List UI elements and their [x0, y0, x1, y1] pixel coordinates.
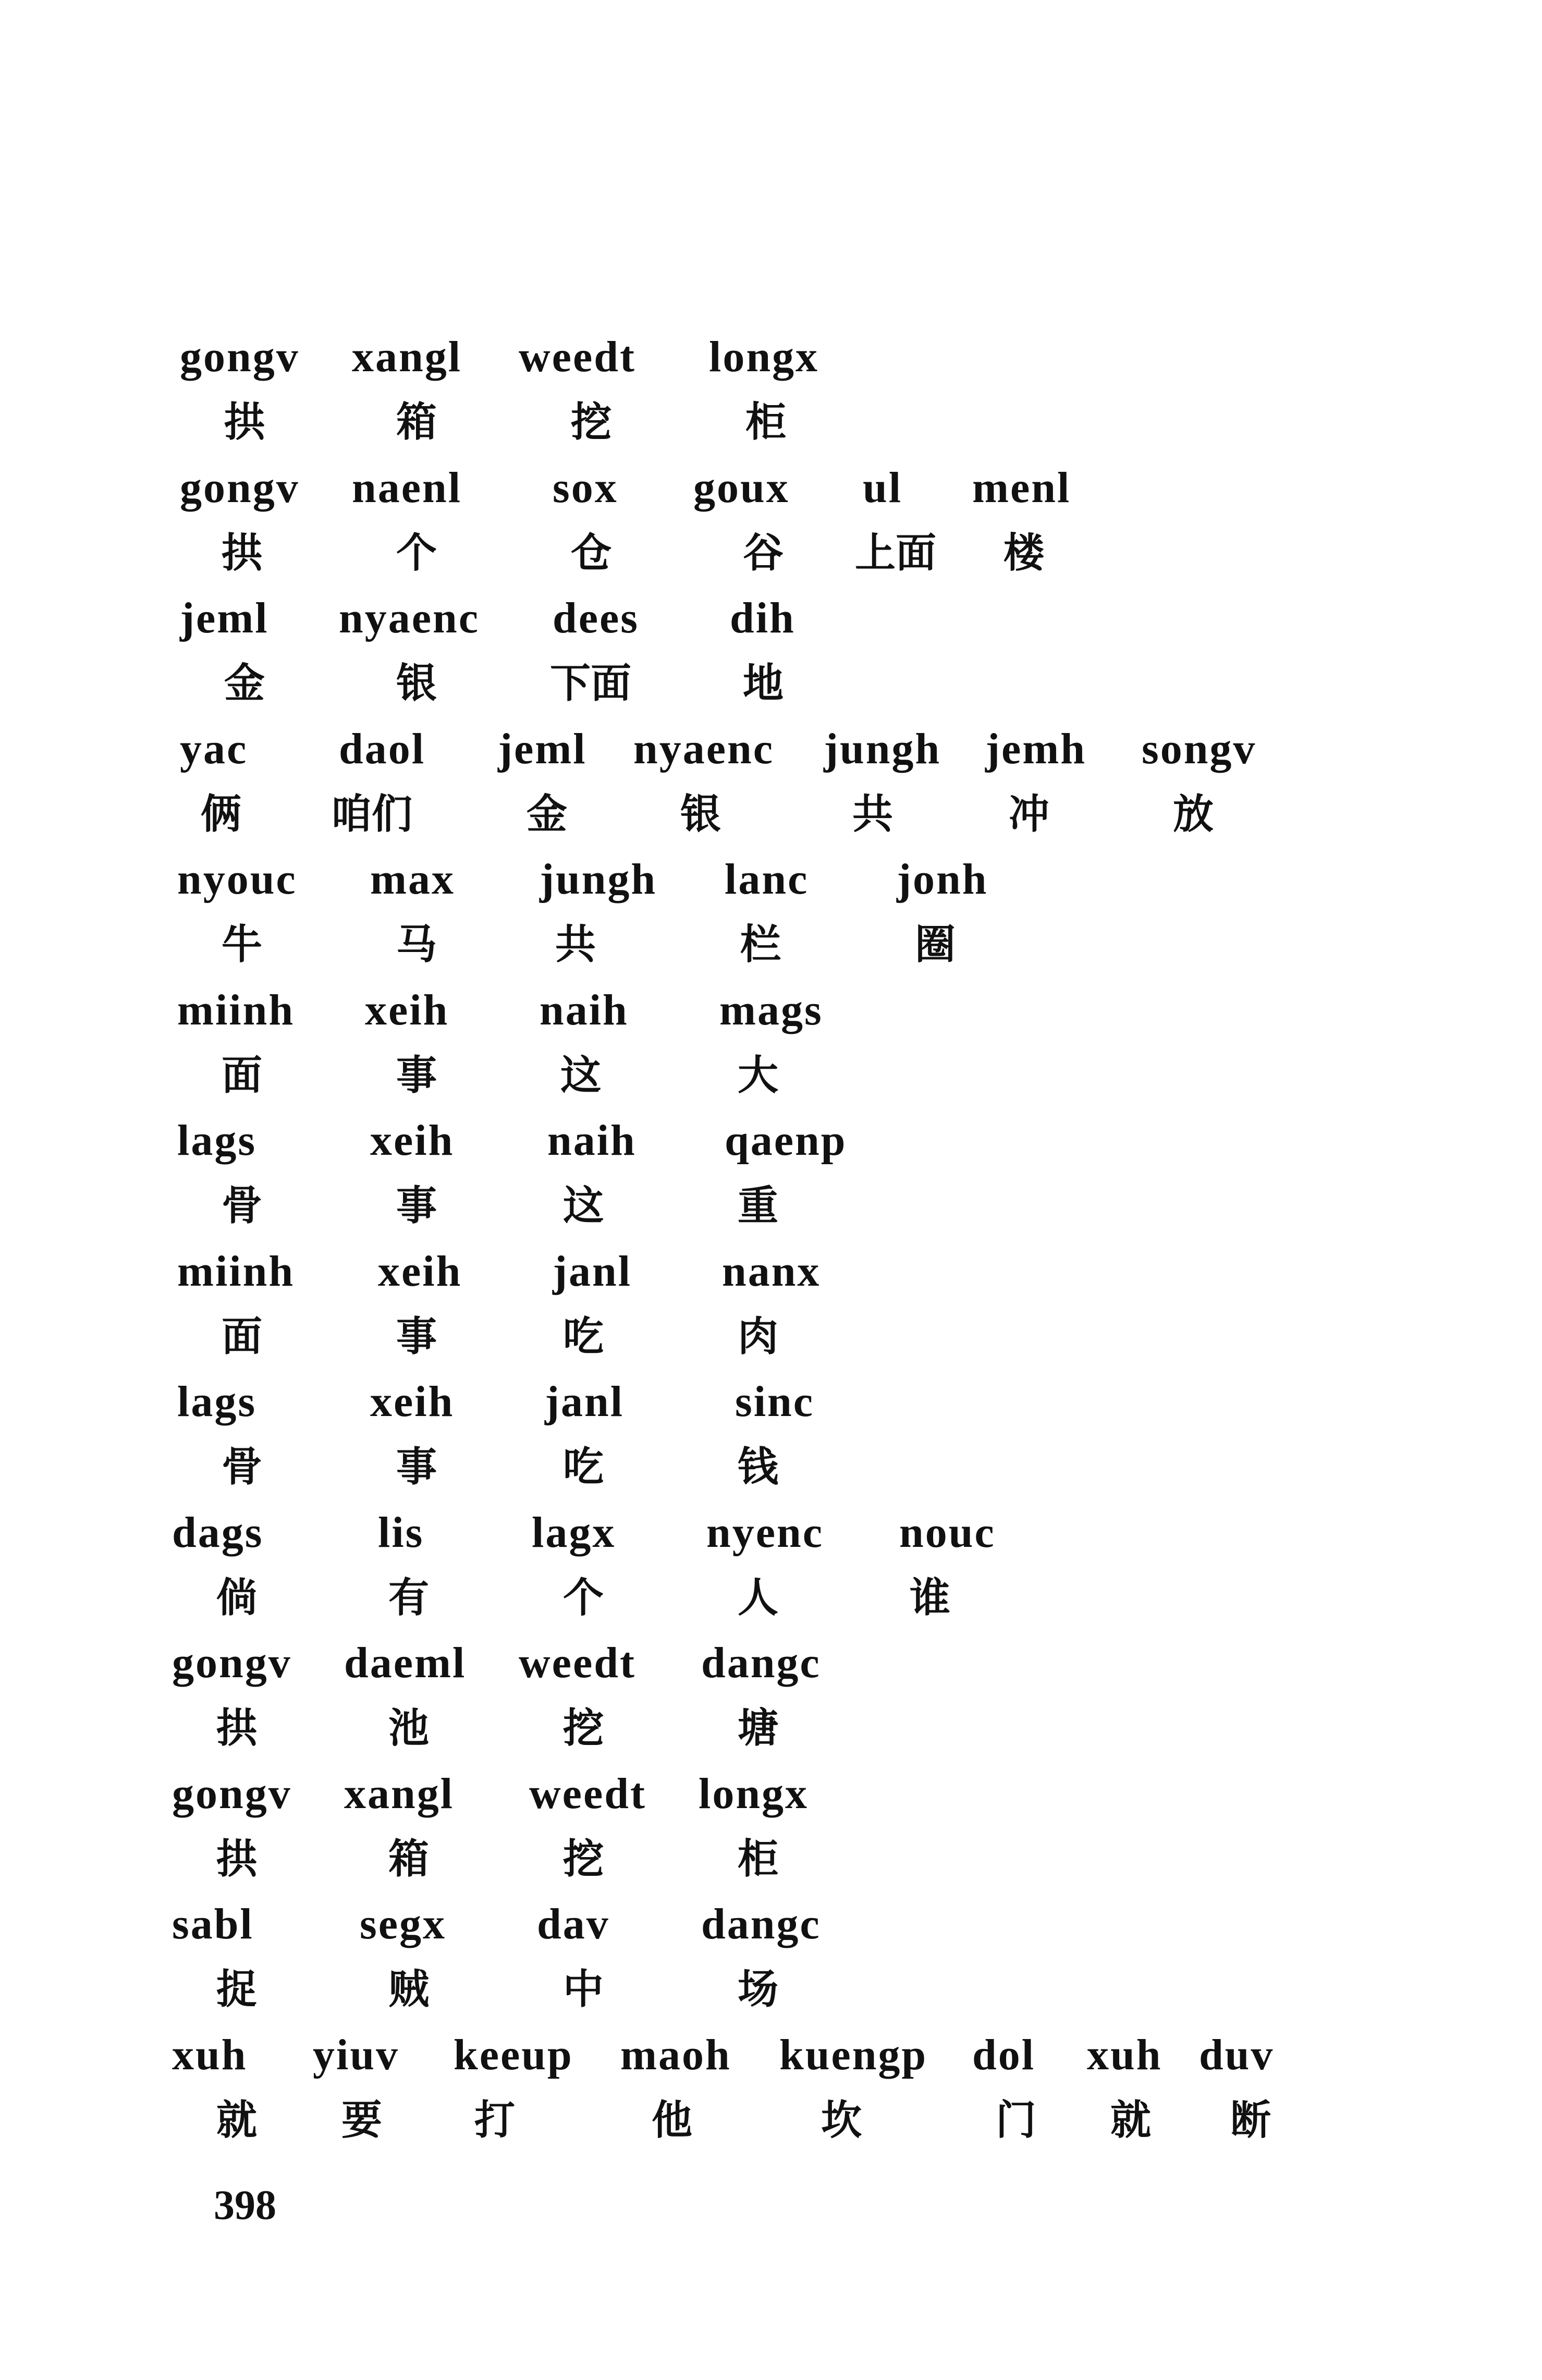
chinese-gloss-word: 拱 [216, 1705, 258, 1752]
chinese-gloss-word: 吃 [563, 1444, 604, 1491]
chinese-gloss-word: 银 [396, 660, 437, 707]
chinese-gloss-word: 这 [560, 1052, 602, 1099]
romanized-word: sabl [172, 1900, 254, 1948]
chinese-gloss-word: 倘 [216, 1575, 258, 1621]
chinese-gloss-word: 拱 [224, 399, 265, 446]
chinese-gloss-word: 他 [652, 2097, 693, 2144]
romanized-word: duv [1199, 2031, 1275, 2079]
romanized-word: nyouc [177, 855, 297, 904]
romanized-line-9 [0, 848, 1542, 911]
chinese-gloss-word: 面 [222, 1052, 263, 1099]
chinese-gloss-word: 挖 [571, 399, 612, 446]
romanized-word: lanc [725, 855, 809, 904]
romanized-word: jungh [540, 855, 657, 904]
romanized-line-27 [0, 2024, 1542, 2086]
chinese-gloss-word: 共 [852, 791, 894, 838]
chinese-gloss-word: 就 [1110, 2097, 1152, 2144]
romanized-word: dav [537, 1900, 610, 1948]
chinese-gloss-word: 事 [396, 1182, 437, 1229]
chinese-gloss-line-18 [0, 1436, 1542, 1498]
chinese-gloss-word: 要 [341, 2097, 383, 2144]
romanized-word: dol [972, 2031, 1036, 2079]
romanized-word: nyaenc [633, 725, 774, 773]
romanized-word: yiuv [313, 2031, 400, 2079]
chinese-gloss-word: 骨 [222, 1182, 263, 1229]
chinese-gloss-word: 打 [474, 2097, 516, 2144]
romanized-word: dees [553, 594, 639, 642]
chinese-gloss-word: 挖 [563, 1705, 604, 1752]
romanized-word: xeih [365, 986, 449, 1034]
chinese-gloss-word: 下面 [550, 660, 632, 707]
romanized-word: dangc [701, 1900, 821, 1948]
romanized-word: xeih [378, 1247, 462, 1296]
romanized-word: segx [360, 1900, 446, 1948]
chinese-gloss-word: 这 [563, 1182, 604, 1229]
romanized-word: xuh [1087, 2031, 1162, 2079]
chinese-gloss-line-6 [0, 652, 1542, 715]
romanized-word: xuh [172, 2031, 248, 2079]
romanized-word: naih [547, 1116, 637, 1165]
romanized-word: gongv [172, 1639, 292, 1687]
romanized-word: mags [719, 986, 823, 1034]
chinese-gloss-word: 楼 [1003, 530, 1045, 577]
romanized-word: lags [177, 1377, 257, 1426]
chinese-gloss-word: 事 [396, 1052, 437, 1099]
romanized-word: jeml [180, 594, 269, 642]
chinese-gloss-line-16 [0, 1305, 1542, 1368]
romanized-word: lis [378, 1508, 424, 1557]
chinese-gloss-word: 挖 [563, 1836, 604, 1883]
chinese-gloss-word: 重 [738, 1182, 779, 1229]
chinese-gloss-word: 钱 [738, 1444, 779, 1491]
romanized-word: daeml [344, 1639, 467, 1687]
romanized-word: miinh [177, 1247, 295, 1296]
romanized-word: janl [545, 1377, 625, 1426]
romanized-word: max [370, 855, 455, 904]
chinese-gloss-word: 拱 [222, 530, 263, 577]
chinese-gloss-word: 牛 [222, 921, 263, 968]
chinese-gloss-line-12 [0, 1044, 1542, 1107]
chinese-gloss-word: 就 [216, 2097, 258, 2144]
chinese-gloss-line-26 [0, 1958, 1542, 2021]
romanized-word: nouc [899, 1508, 996, 1557]
romanized-word: weedt [529, 1769, 646, 1818]
romanized-word: naih [540, 986, 629, 1034]
chinese-gloss-word: 骨 [222, 1444, 263, 1491]
romanized-word: maoh [620, 2031, 731, 2079]
chinese-gloss-word: 马 [396, 921, 437, 968]
romanized-word: dih [730, 594, 796, 642]
romanized-word: sox [553, 463, 618, 512]
chinese-gloss-word: 金 [224, 660, 265, 707]
romanized-word: goux [693, 463, 790, 512]
romanized-line-23 [0, 1763, 1542, 1825]
romanized-word: jeml [498, 725, 587, 773]
romanized-line-3 [0, 457, 1542, 519]
romanized-word: janl [553, 1247, 632, 1296]
romanized-line-21 [0, 1632, 1542, 1694]
romanized-word: gongv [180, 463, 300, 512]
chinese-gloss-word: 吃 [563, 1313, 604, 1360]
chinese-gloss-word: 门 [996, 2097, 1037, 2144]
romanized-word: xangl [344, 1769, 455, 1818]
romanized-line-15 [0, 1240, 1542, 1303]
chinese-gloss-word: 有 [388, 1575, 430, 1621]
romanized-word: dags [172, 1508, 264, 1557]
chinese-gloss-word: 上面 [855, 530, 937, 577]
romanized-line-13 [0, 1109, 1542, 1172]
romanized-word: jungh [824, 725, 941, 773]
romanized-word: ul [863, 463, 903, 512]
romanized-word: xeih [370, 1377, 455, 1426]
chinese-gloss-word: 圈 [915, 921, 956, 968]
romanized-word: miinh [177, 986, 295, 1034]
romanized-word: qaenp [725, 1116, 847, 1165]
romanized-word: lagx [532, 1508, 616, 1557]
chinese-gloss-word: 塘 [738, 1705, 779, 1752]
chinese-gloss-word: 捉 [216, 1966, 258, 2013]
romanized-word: weedt [519, 1639, 636, 1687]
chinese-gloss-word: 谁 [910, 1575, 951, 1621]
romanized-word: keeup [454, 2031, 573, 2079]
romanized-word: gongv [180, 333, 300, 381]
chinese-gloss-word: 坎 [821, 2097, 862, 2144]
romanized-word: daol [339, 725, 426, 773]
romanized-word: jonh [897, 855, 988, 904]
romanized-line-25 [0, 1893, 1542, 1956]
chinese-gloss-word: 断 [1230, 2097, 1271, 2144]
romanized-word: yac [180, 725, 248, 773]
romanized-word: nanx [722, 1247, 821, 1296]
romanized-line-17 [0, 1371, 1542, 1433]
chinese-gloss-word: 箱 [388, 1836, 430, 1883]
romanized-word: weedt [519, 333, 636, 381]
romanized-line-1 [0, 326, 1542, 388]
romanized-word: gongv [172, 1769, 292, 1818]
chinese-gloss-line-2 [0, 391, 1542, 454]
romanized-word: dangc [701, 1639, 821, 1687]
chinese-gloss-word: 放 [1173, 791, 1214, 838]
chinese-gloss-line-28 [0, 2089, 1542, 2152]
chinese-gloss-word: 肉 [738, 1313, 779, 1360]
chinese-gloss-word: 个 [563, 1575, 604, 1621]
chinese-gloss-word: 个 [396, 530, 437, 577]
chinese-gloss-line-20 [0, 1567, 1542, 1629]
chinese-gloss-word: 俩 [201, 791, 242, 838]
romanized-line-19 [0, 1502, 1542, 1564]
chinese-gloss-line-24 [0, 1828, 1542, 1890]
chinese-gloss-word: 柜 [738, 1836, 779, 1883]
chinese-gloss-word: 贼 [388, 1966, 430, 2013]
chinese-gloss-word: 共 [555, 921, 596, 968]
chinese-gloss-word: 箱 [396, 399, 437, 446]
romanized-line-11 [0, 979, 1542, 1042]
romanized-line-5 [0, 587, 1542, 650]
romanized-word: lags [177, 1116, 257, 1165]
chinese-gloss-line-14 [0, 1175, 1542, 1237]
romanized-word: sinc [735, 1377, 815, 1426]
chinese-gloss-word: 拱 [216, 1836, 258, 1883]
chinese-gloss-word: 人 [738, 1575, 779, 1621]
chinese-gloss-word: 咱们 [331, 791, 413, 838]
chinese-gloss-word: 面 [222, 1313, 263, 1360]
chinese-gloss-word: 仓 [571, 530, 612, 577]
romanized-word: jemh [985, 725, 1086, 773]
romanized-word: longx [699, 1769, 809, 1818]
chinese-gloss-word: 事 [396, 1313, 437, 1360]
chinese-gloss-word: 栏 [740, 921, 781, 968]
romanized-word: xangl [352, 333, 462, 381]
romanized-word: kuengp [779, 2031, 928, 2079]
chinese-gloss-word: 场 [738, 1966, 779, 2013]
chinese-gloss-word: 冲 [1009, 791, 1050, 838]
romanized-word: naenl [352, 463, 462, 512]
romanized-line-7 [0, 718, 1542, 780]
chinese-gloss-word: 谷 [743, 530, 784, 577]
chinese-gloss-line-22 [0, 1697, 1542, 1760]
romanized-word: nyenc [706, 1508, 824, 1557]
chinese-gloss-word: 地 [743, 660, 784, 707]
chinese-gloss-word: 池 [388, 1705, 430, 1752]
chinese-gloss-word: 事 [396, 1444, 437, 1491]
romanized-word: nyaenc [339, 594, 480, 642]
romanized-word: menl [972, 463, 1071, 512]
romanized-word: songv [1142, 725, 1257, 773]
page-number: 398 [214, 2182, 276, 2228]
romanized-word: longx [709, 333, 819, 381]
chinese-gloss-word: 银 [680, 791, 721, 838]
chinese-gloss-line-8 [0, 783, 1542, 846]
chinese-gloss-word: 柜 [745, 399, 787, 446]
romanized-word: xeih [370, 1116, 455, 1165]
chinese-gloss-line-4 [0, 522, 1542, 584]
chinese-gloss-word: 中 [563, 1966, 604, 2013]
chinese-gloss-line-10 [0, 913, 1542, 976]
chinese-gloss-word: 金 [527, 791, 568, 838]
chinese-gloss-word: 大 [738, 1052, 779, 1099]
